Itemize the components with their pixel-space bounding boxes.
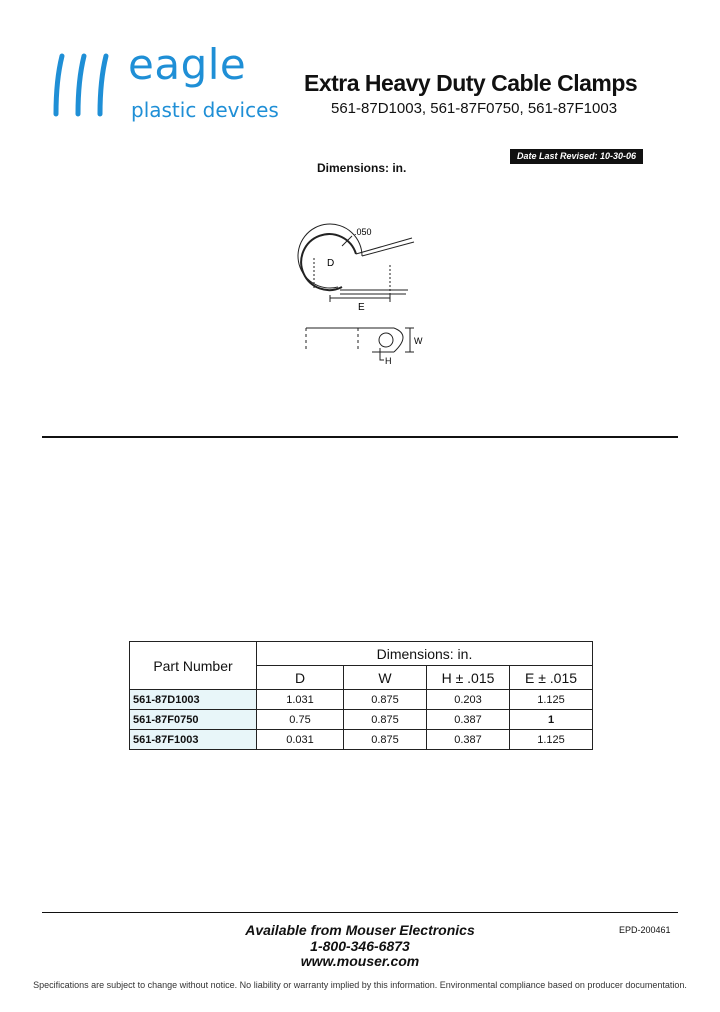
footer-available: Available from Mouser Electronics	[245, 922, 475, 938]
col-header-d: D	[257, 666, 344, 690]
part-number-header: Part Number	[130, 642, 257, 690]
table-row	[130, 710, 593, 730]
clamp-drawing	[290, 210, 450, 370]
cell-d: 0.75	[257, 710, 344, 730]
dim-h-label: H	[385, 356, 392, 366]
part-cell: 561-87F0750	[130, 710, 257, 730]
thickness-label: .050	[354, 227, 372, 237]
dim-d-label: D	[327, 258, 335, 269]
cell-h: 0.203	[427, 690, 510, 710]
dimensions-label: Dimensions: in.	[317, 161, 407, 175]
logo-wordmark: eagle	[128, 40, 247, 89]
cell-w: 0.875	[344, 710, 427, 730]
cell-w: 0.875	[344, 730, 427, 750]
dim-w-label: W	[414, 336, 423, 346]
divider-top	[42, 436, 678, 438]
page-title: Extra Heavy Duty Cable Clamps	[304, 70, 638, 96]
document-code: EPD-200461	[619, 925, 671, 935]
cell-h: 0.387	[427, 710, 510, 730]
cell-e: 1.125	[510, 690, 593, 710]
table-row	[130, 730, 593, 750]
part-numbers-subtitle: 561-87D1003, 561-87F0750, 561-87F1003	[331, 100, 618, 117]
part-cell: 561-87F1003	[130, 730, 257, 750]
footer-phone: 1-800-346-6873	[310, 938, 410, 954]
dimensions-group-header: Dimensions: in.	[257, 642, 593, 666]
part-cell: 561-87D1003	[130, 690, 257, 710]
cell-d: 1.031	[257, 690, 344, 710]
footer-disclaimer: Specifications are subject to change without notice. No liability or warranty implied by this information. Environmental compliance based on producer documentation.	[33, 980, 687, 990]
footer-website-link[interactable]: www.mouser.com	[300, 953, 420, 969]
logo-tagline: plastic devices	[131, 98, 279, 122]
cell-w: 0.875	[344, 690, 427, 710]
dim-e-label: E	[358, 302, 365, 313]
cell-d: 0.031	[257, 730, 344, 750]
date-revised-badge: Date Last Revised: 10-30-06	[510, 149, 643, 164]
cell-e: 1	[510, 710, 593, 730]
table-row	[130, 690, 593, 710]
col-header-w: W	[344, 666, 427, 690]
col-header-e: E ± .015	[510, 666, 593, 690]
logo-bars-icon	[48, 50, 128, 120]
col-header-h: H ± .015	[427, 666, 510, 690]
cell-e: 1.125	[510, 730, 593, 750]
divider-bottom	[42, 912, 678, 913]
spec-table	[129, 641, 593, 750]
cell-h: 0.387	[427, 730, 510, 750]
